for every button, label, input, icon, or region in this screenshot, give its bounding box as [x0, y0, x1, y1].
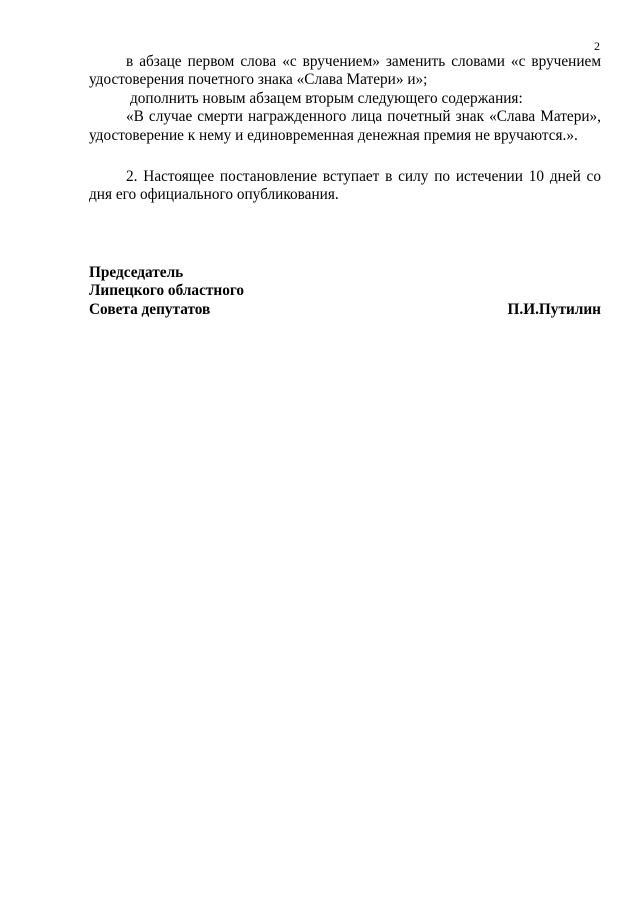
amendment-paragraph-1: в абзаце первом слова «с вручением» заменить словами «с вручением удостоверения почетного знака «Слава Матери» и»;	[89, 53, 601, 89]
page-number: 2	[594, 39, 600, 53]
signatory-name: П.И.Путилин	[507, 300, 601, 318]
signatory-title-line-3: Совета депутатов	[89, 300, 211, 318]
amendment-quote-paragraph: «В случае смерти награжденного лица почетный знак «Слава Матери», удостоверение к нему и единовременная денежная премия не вручаются.».	[89, 108, 601, 144]
signature-block	[89, 264, 601, 319]
document-body	[89, 53, 601, 205]
signatory-title-line-1: Председатель	[89, 264, 184, 281]
entry-into-force-clause: 2. Настоящее постановление вступает в силу по истечении 10 дней со дня его официального опубликования.	[89, 168, 601, 204]
signatory-row	[89, 301, 601, 319]
signatory-title-line-2: Липецкого областного	[89, 282, 245, 300]
amendment-paragraph-2: дополнить новым абзацем вторым следующего содержания:	[130, 89, 523, 107]
